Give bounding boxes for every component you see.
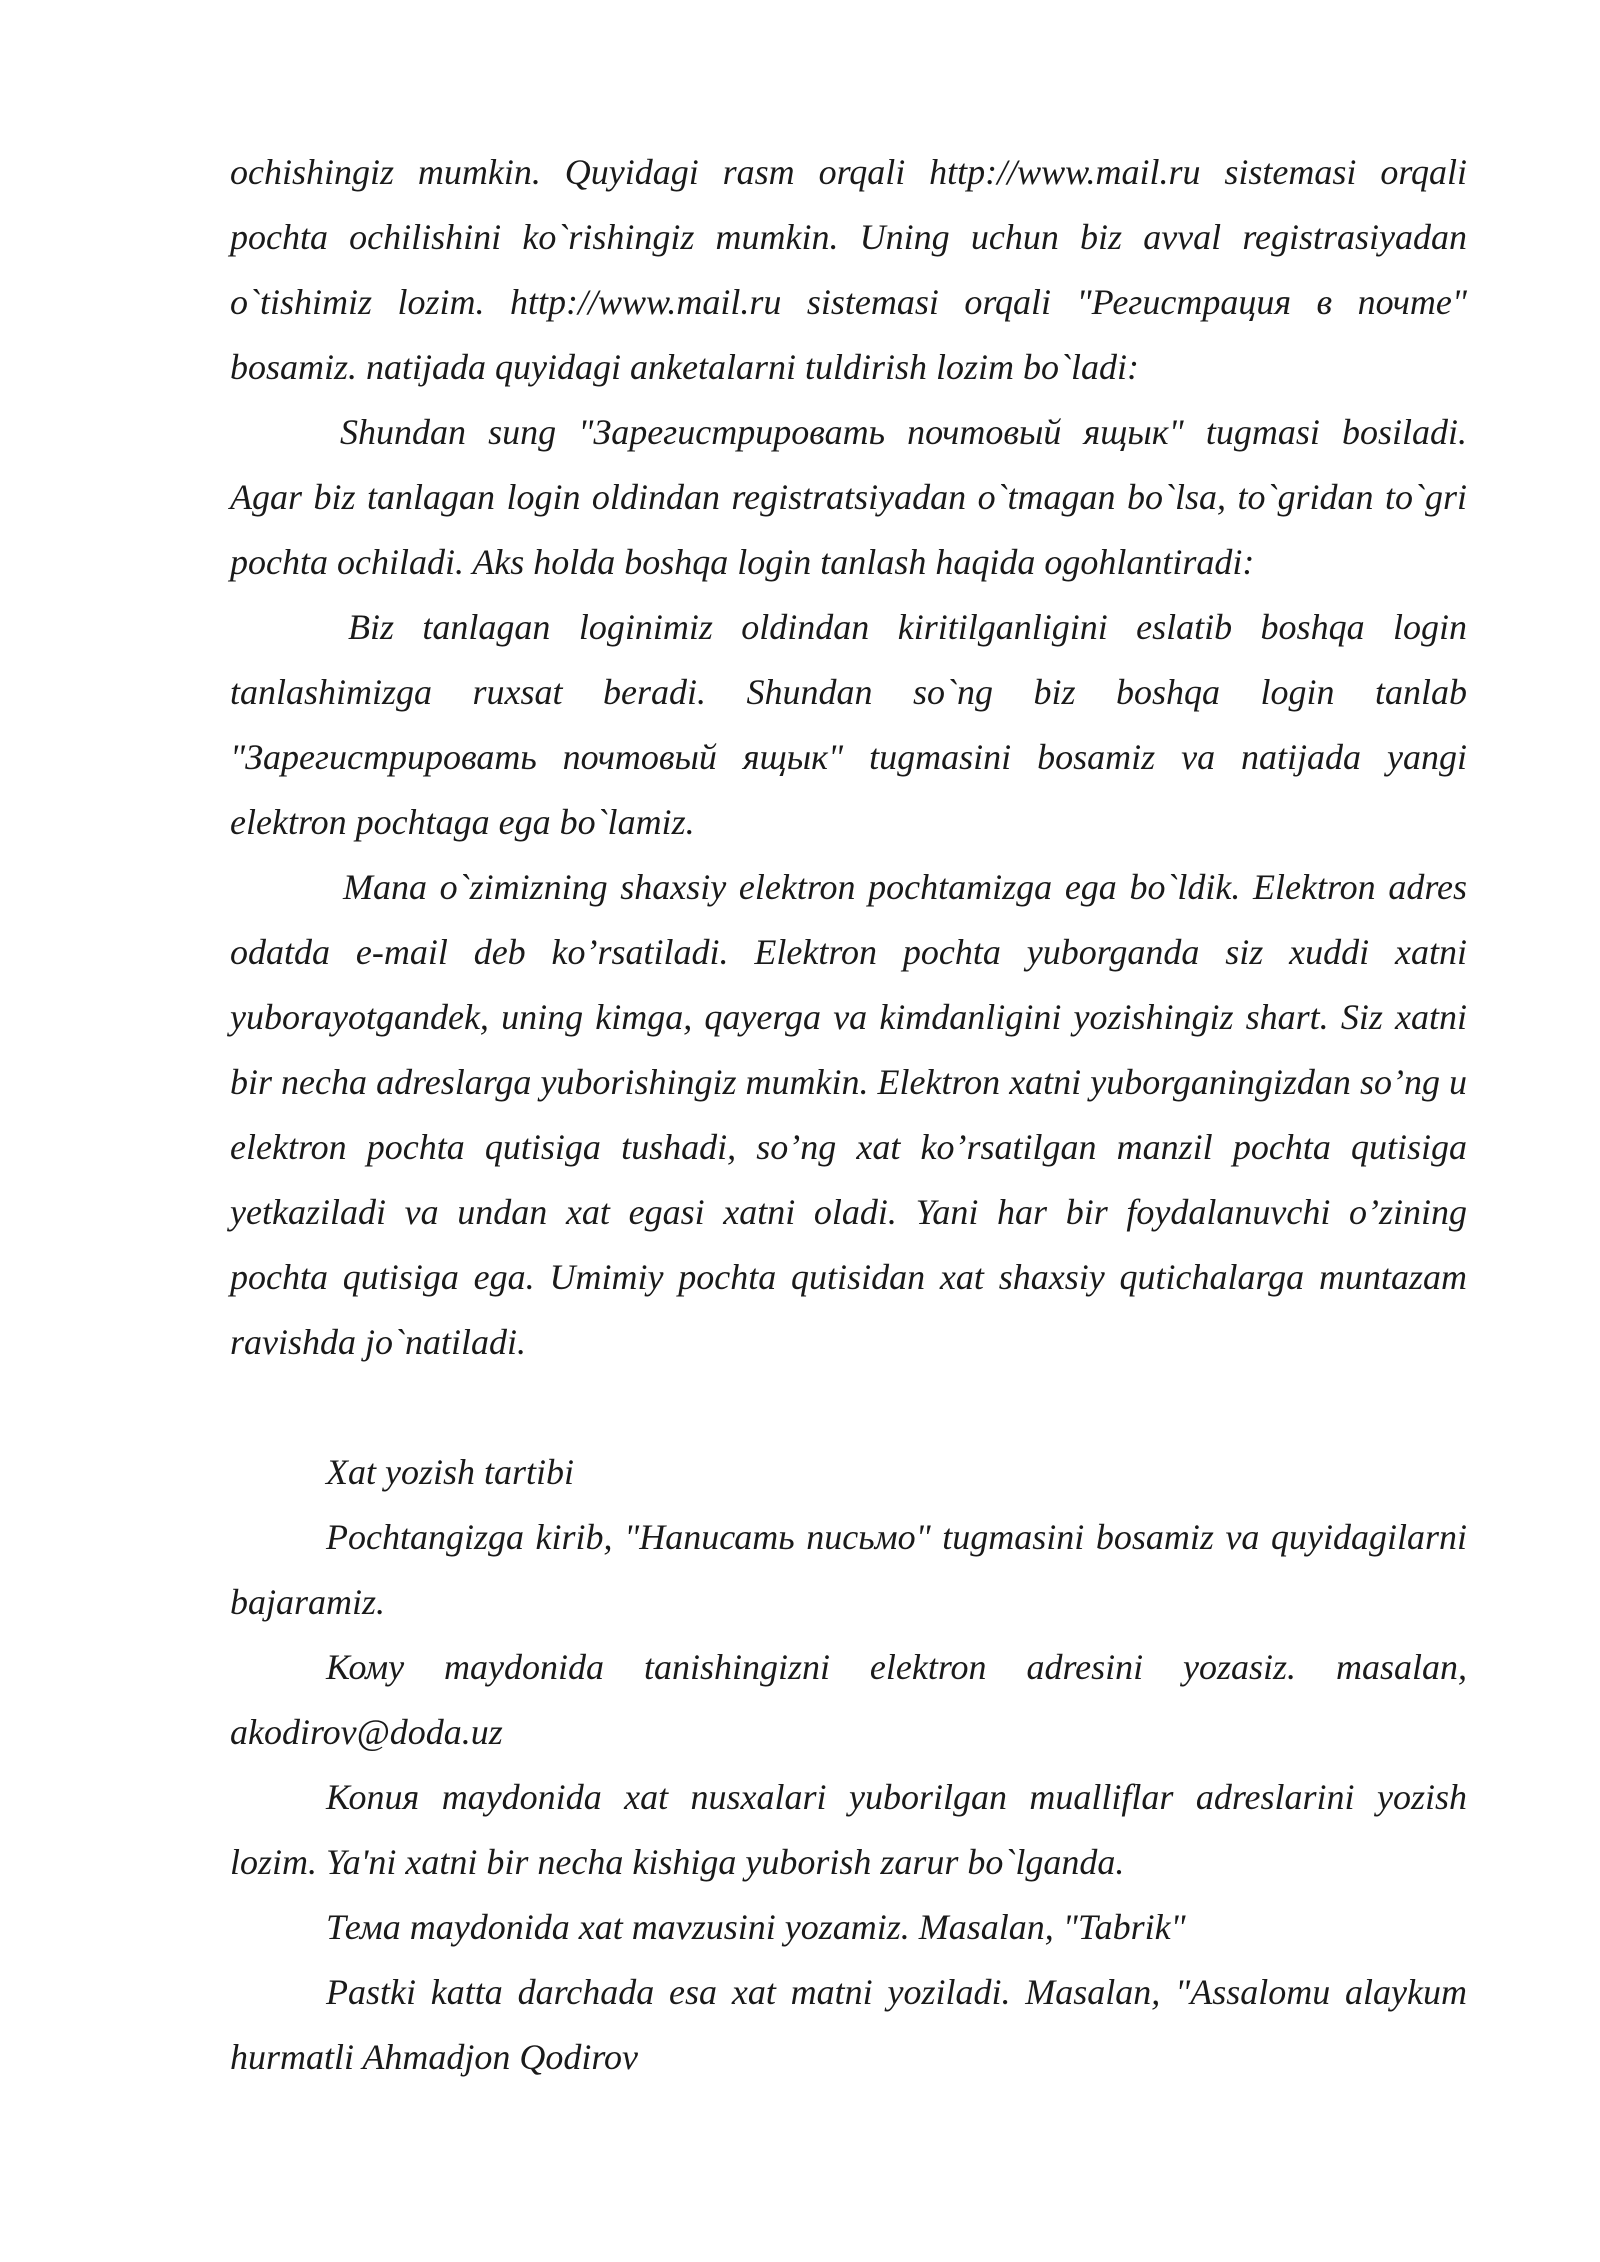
paragraph-login-taken: Biz tanlagan loginimiz oldindan kiritilganligini eslatib boshqa login tanlashimizga ruxsat beradi. Shundan so`ng biz boshqa login tanlab "Зарегистрировать почтовый ящык" tugmasini bosamiz va natijada yangi elektron pochtaga ega bo`lamiz. <box>230 607 1467 842</box>
step-message-body: Pastki katta darchada esa xat matni yoziladi. Masalan, "Assalomu alaykum hurmatli Ahmadjon Qodirov <box>230 1972 1467 2077</box>
document-page <box>230 140 1467 2090</box>
step-to-field: Кому maydonida tanishingizni elektron adresini yozasiz. masalan, akodirov@doda.uz <box>230 1647 1467 1752</box>
paragraph-mail-ru-intro: ochishingiz mumkin. Quyidagi rasm orqali http://www.mail.ru sistemasi orqali pochta ochilishini ko`rishingiz mumkin. Uning uchun biz avval registrasiyadan o`tishimiz lozim. http://www.mail.ru sistemasi orqali "Регистрация в почте" bosamiz. natijada quyidagi anketalarni tuldirish lozim bo`ladi: <box>230 152 1467 387</box>
paragraph-email-explanation: Mana o`zimizning shaxsiy elektron pochtamizga ega bo`ldik. Elektron adres odatda e-mail deb ko’rsatiladi. Elektron pochta yuborganda siz xuddi xatni yuborayotgandek, uning kimga, qayerga va kimdanligini yozishingiz shart. Siz xatni bir necha adreslarga yuborishingiz mumkin. Elektron xatni yuborganingizdan so’ng u elektron pochta qutisiga tushadi, so’ng xat ko’rsatilgan manzil pochta qutisiga yetkaziladi va undan xat egasi xatni oladi. Yani har bir foydalanuvchi o’zining pochta qutisiga ega. Umimiy pochta qutisidan xat shaxsiy qutichalarga muntazam ravishda jo`natiladi. <box>230 867 1467 1362</box>
step-subject-field: Тема maydonida xat mavzusini yozamiz. Masalan, "Tabrik" <box>326 1907 1186 1947</box>
section-spacer <box>230 1375 1467 1440</box>
step-copy-field: Копия maydonida xat nusxalari yuborilgan mualliflar adreslarini yozish lozim. Ya'ni xatni bir necha kishiga yuborish zarur bo`lganda. <box>230 1777 1467 1882</box>
section-heading: Xat yozish tartibi <box>326 1452 575 1492</box>
paragraph-register-button: Shundan sung "Зарегистрировать почтовый ящык" tugmasi bosiladi. Agar biz tanlagan login oldindan registratsiyadan o`tmagan bo`lsa, to`gridan to`gri pochta ochiladi. Aks holda boshqa login tanlash haqida ogohlantiradi: <box>230 412 1467 582</box>
step-write-letter: Pochtangizga kirib, "Написать письмо" tugmasini bosamiz va quyidagilarni bajaramiz. <box>230 1517 1467 1622</box>
